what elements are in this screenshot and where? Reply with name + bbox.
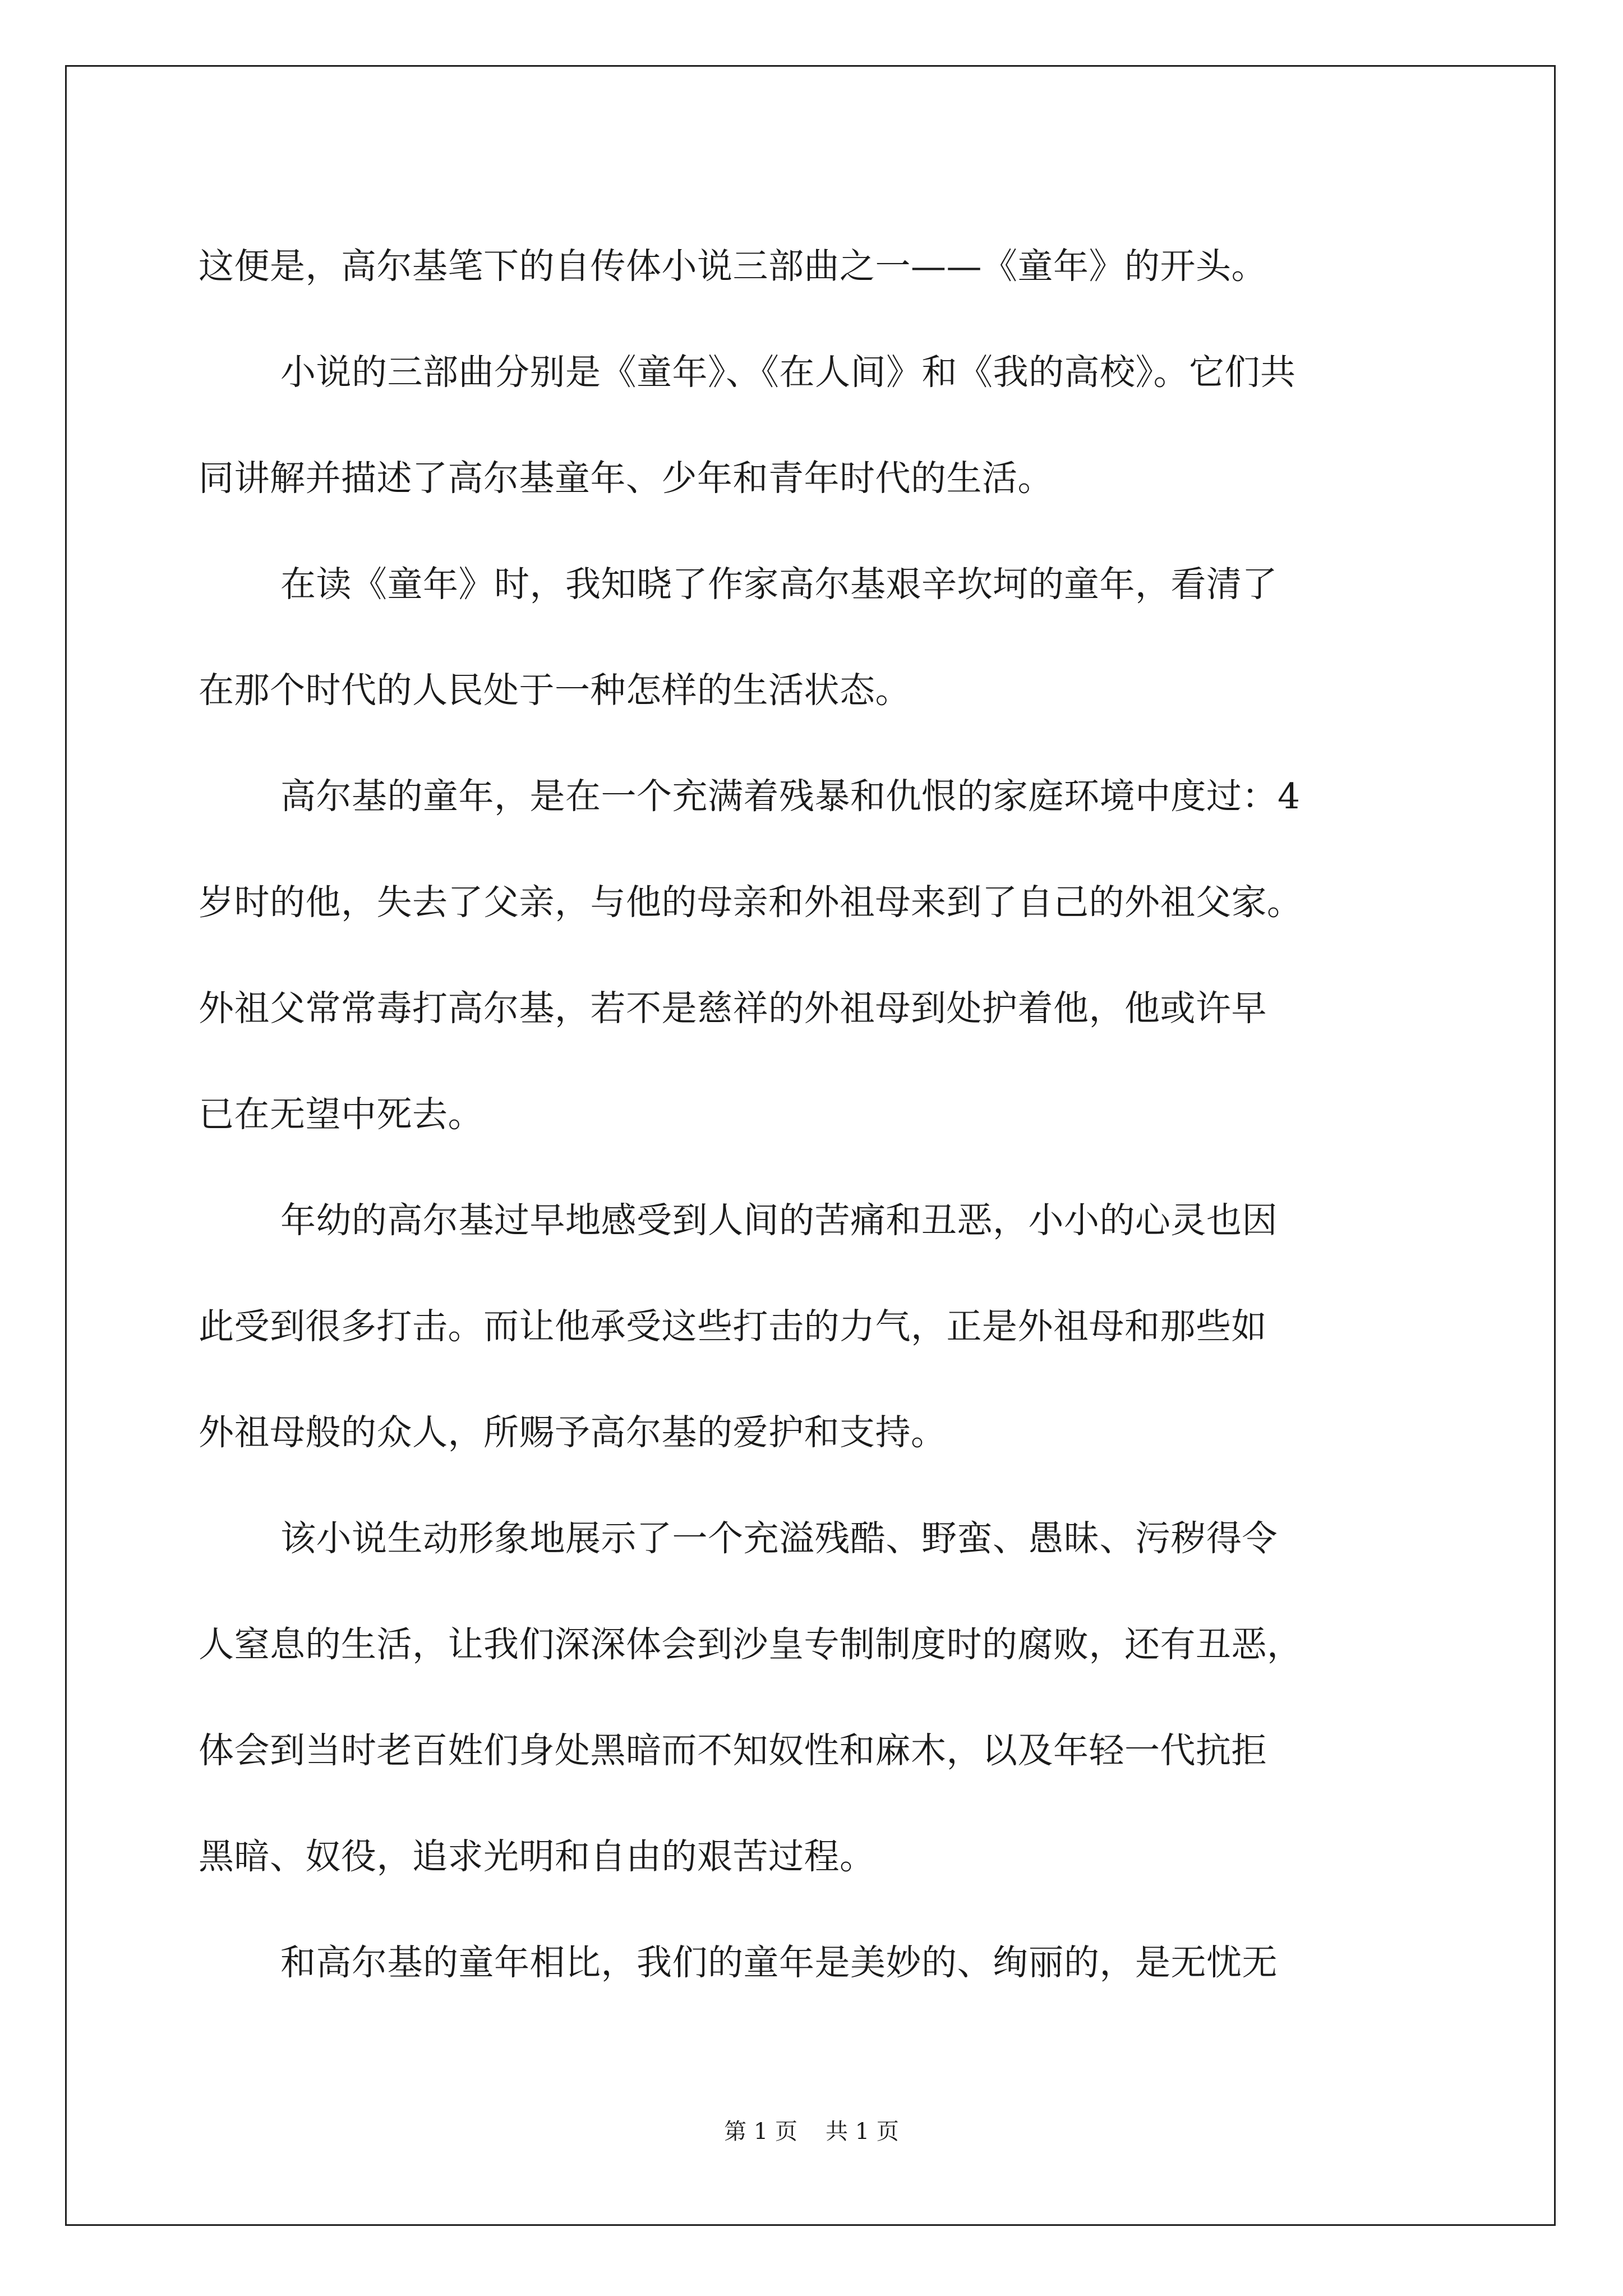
text-line: 在读《童年》时，我知晓了作家高尔基艰辛坎坷的童年，看清了 (280, 564, 1278, 605)
text-line: 已在无望中死去。 (199, 1094, 483, 1135)
text-line: 同讲解并描述了高尔基童年、少年和青年时代的生活。 (199, 458, 1053, 499)
text-line: 人窒息的生活，让我们深深体会到沙皇专制制度时的腐败，还有丑恶， (199, 1624, 1303, 1665)
page-footer (0, 2115, 1623, 2148)
text-line: 体会到当时老百姓们身处黑暗而不知奴性和麻木，以及年轻一代抗拒 (199, 1730, 1267, 1771)
text-line: 黑暗、奴役，追求光明和自由的艰苦过程。 (199, 1836, 875, 1877)
text-line: 该小说生动形象地展示了一个充溢残酷、野蛮、愚昧、污秽得令 (280, 1518, 1278, 1559)
text-line: 高尔基的童年，是在一个充满着残暴和仇恨的家庭环境中度过：4 (280, 776, 1301, 817)
text-line: 此受到很多打击。而让他承受这些打击的力气，正是外祖母和那些如 (199, 1306, 1267, 1347)
text-line: 岁时的他，失去了父亲，与他的母亲和外祖母来到了自己的外祖父家。 (199, 882, 1303, 923)
text-line: 年幼的高尔基过早地感受到人间的苦痛和丑恶，小小的心灵也因 (280, 1200, 1278, 1241)
text-line: 这便是，高尔基笔下的自传体小说三部曲之一——《童年》的开头。 (199, 246, 1267, 287)
text-line: 外祖母般的众人，所赐予高尔基的爱护和支持。 (199, 1412, 947, 1453)
text-line: 和高尔基的童年相比，我们的童年是美妙的、绚丽的，是无忧无 (280, 1942, 1278, 1983)
text-line: 外祖父常常毒打高尔基，若不是慈祥的外祖母到处护着他，他或许早 (199, 988, 1267, 1029)
document-body (199, 213, 1432, 2016)
text-line: 在那个时代的人民处于一种怎样的生活状态。 (199, 670, 911, 711)
text-line: 小说的三部曲分别是《童年》、《在人间》和《我的高校》。它们共 (280, 352, 1296, 393)
page-total: 共 1 页 (826, 2119, 899, 2145)
page-number: 第 1 页 (724, 2119, 797, 2145)
